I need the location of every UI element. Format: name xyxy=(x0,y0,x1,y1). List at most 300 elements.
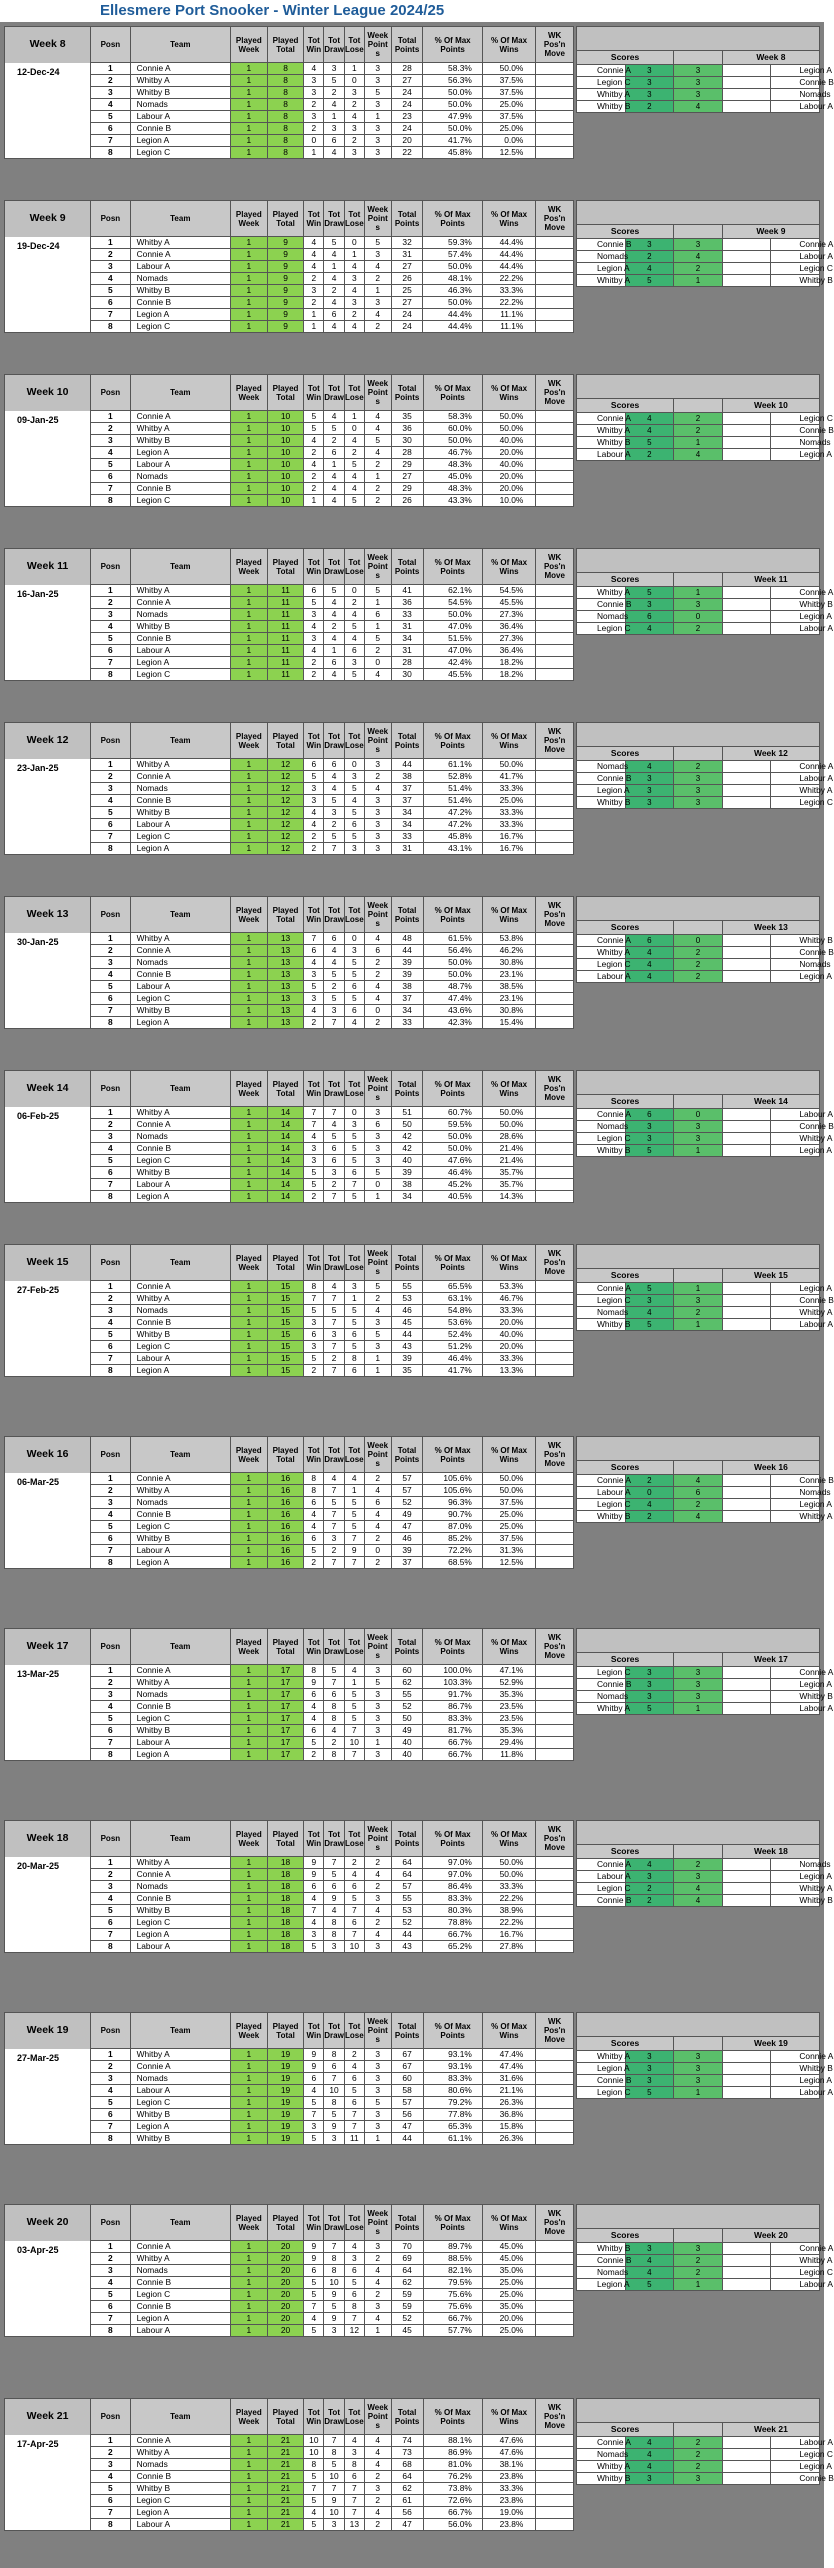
tot-draw: 7 xyxy=(324,2073,345,2085)
pct-wins: 40.0% xyxy=(482,435,536,447)
pct-max-points: 48.3% xyxy=(423,459,482,471)
tot-lose: 6 xyxy=(344,645,364,657)
wk-move xyxy=(536,1329,574,1341)
team-name: Whitby B xyxy=(130,87,230,99)
tot-draw: 4 xyxy=(324,957,345,969)
table-row xyxy=(5,2325,574,2337)
team-name: Whitby B xyxy=(130,2133,230,2145)
position: 2 xyxy=(91,2253,130,2265)
team-name: Connie A xyxy=(130,597,230,609)
played-total: 9 xyxy=(267,321,304,333)
team-header: Team xyxy=(130,1629,230,1665)
away-team: Legion A xyxy=(771,449,820,461)
tot-lose: 0 xyxy=(344,759,364,771)
table-row xyxy=(5,1857,574,1869)
total-points: 56 xyxy=(391,2109,423,2121)
home-team: Nomads xyxy=(577,1121,626,1133)
position: 5 xyxy=(91,807,130,819)
pct-max-points: 43.6% xyxy=(423,1005,482,1017)
pct-wins: 20.0% xyxy=(482,1317,536,1329)
wk-move-header: WK Pos'n Move xyxy=(536,2399,574,2435)
tot-draw: 4 xyxy=(324,1281,345,1293)
played-week: 1 xyxy=(230,2471,267,2483)
team-name: Connie A xyxy=(130,249,230,261)
position: 8 xyxy=(91,669,130,681)
pct-wins: 33.3% xyxy=(482,285,536,297)
table-row xyxy=(5,957,574,969)
tot-draw: 7 xyxy=(324,1293,345,1305)
total-points: 24 xyxy=(391,309,423,321)
away-team: Legion C xyxy=(771,2449,820,2461)
wk-move xyxy=(536,75,574,87)
wk-move xyxy=(536,795,574,807)
wk-move xyxy=(536,1353,574,1365)
pct-max-header: % Of Max Points xyxy=(423,1437,482,1473)
played-total: 10 xyxy=(267,411,304,423)
table-row xyxy=(5,2253,574,2265)
tot-lose-header: Tot Lose xyxy=(344,549,364,585)
pct-max-points: 57.7% xyxy=(423,2325,482,2337)
total-points: 30 xyxy=(391,435,423,447)
played-total: 20 xyxy=(267,2325,304,2337)
away-score: 0 xyxy=(674,611,723,623)
pct-wins: 26.3% xyxy=(482,2097,536,2109)
tot-lose: 5 xyxy=(344,957,364,969)
results-area xyxy=(576,1244,834,1331)
pct-wins: 15.8% xyxy=(482,2121,536,2133)
standings-table xyxy=(4,2012,574,2145)
total-points: 26 xyxy=(391,495,423,507)
pct-wins: 52.9% xyxy=(482,1677,536,1689)
position: 4 xyxy=(91,1893,130,1905)
week-points: 4 xyxy=(364,411,391,423)
tot-lose-header: Tot Lose xyxy=(344,897,364,933)
team-name: Legion C xyxy=(130,495,230,507)
played-week: 1 xyxy=(230,1155,267,1167)
tot-win-header: Tot Win xyxy=(304,1437,324,1473)
played-total: 21 xyxy=(267,2483,304,2495)
wk-move-header: WK Pos'n Move xyxy=(536,2205,574,2241)
pct-wins: 11.1% xyxy=(482,309,536,321)
home-score: 3 xyxy=(625,2051,674,2063)
away-score: 3 xyxy=(674,1295,723,1307)
team-name: Whitby B xyxy=(130,621,230,633)
table-row xyxy=(5,1155,574,1167)
away-team: Whitby B xyxy=(771,1895,820,1907)
tot-draw: 5 xyxy=(324,1665,345,1677)
wk-move-header: WK Pos'n Move xyxy=(536,27,574,63)
tot-draw-header: Tot Draw xyxy=(324,723,345,759)
pct-max-points: 80.6% xyxy=(423,2085,482,2097)
total-points: 35 xyxy=(391,411,423,423)
tot-lose: 4 xyxy=(344,2241,364,2253)
played-week: 1 xyxy=(230,657,267,669)
position: 8 xyxy=(91,2325,130,2337)
pct-max-points: 47.6% xyxy=(423,1155,482,1167)
tot-win: 7 xyxy=(304,2301,324,2313)
home-score: 4 xyxy=(625,2461,674,2473)
pct-wins: 25.0% xyxy=(482,2325,536,2337)
scores-header: Scores xyxy=(577,747,674,761)
team-name: Connie A xyxy=(130,63,230,75)
week-block xyxy=(0,2008,834,2200)
home-score: 4 xyxy=(625,413,674,425)
wk-move xyxy=(536,249,574,261)
tot-lose: 5 xyxy=(344,1713,364,1725)
pct-wins: 35.7% xyxy=(482,1179,536,1191)
played-total: 18 xyxy=(267,1893,304,1905)
played-total: 13 xyxy=(267,1005,304,1017)
total-points: 42 xyxy=(391,1143,423,1155)
team-name: Whitby A xyxy=(130,2253,230,2265)
tot-win: 4 xyxy=(304,2507,324,2519)
position: 1 xyxy=(91,1857,130,1869)
pct-max-points: 87.0% xyxy=(423,1521,482,1533)
posn-header: Posn xyxy=(91,2205,130,2241)
position: 5 xyxy=(91,981,130,993)
away-team: Connie B xyxy=(771,1475,820,1487)
total-points: 32 xyxy=(391,237,423,249)
total-points-header: Total Points xyxy=(391,201,423,237)
pct-max-points: 44.4% xyxy=(423,321,482,333)
pct-wins: 35.0% xyxy=(482,2301,536,2313)
home-team: Whitby B xyxy=(577,2243,626,2255)
tot-lose-header: Tot Lose xyxy=(344,27,364,63)
home-score: 3 xyxy=(625,1667,674,1679)
played-week: 1 xyxy=(230,1107,267,1119)
week-points: 6 xyxy=(364,609,391,621)
position: 6 xyxy=(91,123,130,135)
played-week: 1 xyxy=(230,99,267,111)
total-points: 34 xyxy=(391,819,423,831)
week-points: 4 xyxy=(364,1929,391,1941)
table-row xyxy=(5,1341,574,1353)
position: 7 xyxy=(91,483,130,495)
scores-header: Scores xyxy=(577,1269,674,1283)
home-score: 4 xyxy=(625,425,674,437)
home-team: Whitby B xyxy=(577,1511,626,1523)
scores-header: Scores xyxy=(577,51,674,65)
week-points: 3 xyxy=(364,2121,391,2133)
team-name: Labour A xyxy=(130,1545,230,1557)
pct-wins: 37.5% xyxy=(482,111,536,123)
played-week: 1 xyxy=(230,1905,267,1917)
tot-win: 6 xyxy=(304,1497,324,1509)
pct-wins: 20.0% xyxy=(482,471,536,483)
played-week: 1 xyxy=(230,1557,267,1569)
posn-header: Posn xyxy=(91,723,130,759)
team-name: Whitby A xyxy=(130,2049,230,2061)
pct-max-header: % Of Max Points xyxy=(423,1821,482,1857)
result-row xyxy=(577,1871,820,1883)
position: 6 xyxy=(91,1533,130,1545)
week-points: 4 xyxy=(364,1509,391,1521)
total-points: 67 xyxy=(391,2061,423,2073)
tot-lose: 2 xyxy=(344,447,364,459)
position: 7 xyxy=(91,1929,130,1941)
tot-win: 2 xyxy=(304,273,324,285)
week-points-header: Week Point s xyxy=(364,2399,391,2435)
total-points-header: Total Points xyxy=(391,2399,423,2435)
tot-lose: 6 xyxy=(344,819,364,831)
standings-table xyxy=(4,1820,574,1953)
position: 8 xyxy=(91,1557,130,1569)
wk-move-header: WK Pos'n Move xyxy=(536,201,574,237)
week-points: 2 xyxy=(364,2495,391,2507)
tot-draw: 8 xyxy=(324,1917,345,1929)
pct-wins: 35.0% xyxy=(482,2265,536,2277)
played-week: 1 xyxy=(230,2289,267,2301)
tot-win: 9 xyxy=(304,2253,324,2265)
week-points: 3 xyxy=(364,1689,391,1701)
standings-table xyxy=(4,1628,574,1761)
tot-win: 4 xyxy=(304,1701,324,1713)
home-team: Legion C xyxy=(577,1883,626,1895)
week-points: 2 xyxy=(364,2289,391,2301)
away-score: 1 xyxy=(674,1145,723,1157)
pct-max-points: 65.3% xyxy=(423,2121,482,2133)
away-score: 3 xyxy=(674,785,723,797)
away-team: Legion A xyxy=(771,1283,820,1295)
played-total: 15 xyxy=(267,1329,304,1341)
away-score: 2 xyxy=(674,263,723,275)
played-total: 21 xyxy=(267,2447,304,2459)
away-team: Whitby A xyxy=(771,2255,820,2267)
tot-draw: 4 xyxy=(324,495,345,507)
tot-draw: 10 xyxy=(324,2507,345,2519)
team-name: Connie A xyxy=(130,945,230,957)
played-week-header: Played Week xyxy=(230,2399,267,2435)
result-row xyxy=(577,101,820,113)
pct-max-header: % Of Max Points xyxy=(423,375,482,411)
tot-draw: 5 xyxy=(324,423,345,435)
away-score: 2 xyxy=(674,413,723,425)
home-team: Connie A xyxy=(577,2437,626,2449)
week-points-header: Week Point s xyxy=(364,1821,391,1857)
team-name: Connie B xyxy=(130,969,230,981)
pct-max-points: 90.7% xyxy=(423,1509,482,1521)
tot-draw: 6 xyxy=(324,1689,345,1701)
away-team: Labour A xyxy=(771,2279,820,2291)
total-points: 64 xyxy=(391,2471,423,2483)
tot-lose: 4 xyxy=(344,2435,364,2447)
table-row xyxy=(5,1329,574,1341)
week-cell xyxy=(5,375,91,507)
position: 4 xyxy=(91,2471,130,2483)
tot-draw: 7 xyxy=(324,1485,345,1497)
total-points: 46 xyxy=(391,1533,423,1545)
played-total: 13 xyxy=(267,933,304,945)
pct-wins-header: % Of Max Wins xyxy=(482,723,536,759)
away-score: 4 xyxy=(674,1883,723,1895)
pct-max-points: 86.7% xyxy=(423,1701,482,1713)
home-score: 4 xyxy=(625,623,674,635)
wk-move xyxy=(536,1497,574,1509)
home-team: Whitby A xyxy=(577,1703,626,1715)
pct-wins: 15.4% xyxy=(482,1017,536,1029)
wk-move-header: WK Pos'n Move xyxy=(536,1245,574,1281)
position: 5 xyxy=(91,1905,130,1917)
wk-move xyxy=(536,123,574,135)
wk-move xyxy=(536,2253,574,2265)
tot-lose: 2 xyxy=(344,597,364,609)
wk-move xyxy=(536,2277,574,2289)
total-points: 57 xyxy=(391,1473,423,1485)
total-points: 62 xyxy=(391,2483,423,2495)
posn-header: Posn xyxy=(91,1821,130,1857)
standings-area xyxy=(4,548,574,681)
tot-draw: 3 xyxy=(324,1329,345,1341)
results-table xyxy=(576,26,834,113)
tot-draw: 7 xyxy=(324,2483,345,2495)
table-row xyxy=(5,1179,574,1191)
pct-max-points: 57.4% xyxy=(423,249,482,261)
table-row xyxy=(5,2435,574,2447)
played-week: 1 xyxy=(230,1677,267,1689)
played-total: 14 xyxy=(267,1167,304,1179)
position: 7 xyxy=(91,135,130,147)
played-total: 12 xyxy=(267,771,304,783)
tot-draw: 4 xyxy=(324,147,345,159)
away-score: 1 xyxy=(674,275,723,287)
away-team: Labour A xyxy=(771,623,820,635)
week-points: 2 xyxy=(364,273,391,285)
team-name: Whitby B xyxy=(130,1005,230,1017)
result-row xyxy=(577,1319,820,1331)
played-total-header: Played Total xyxy=(267,27,304,63)
pct-max-points: 79.2% xyxy=(423,2097,482,2109)
tot-draw: 2 xyxy=(324,981,345,993)
pct-max-points: 41.7% xyxy=(423,1365,482,1377)
team-name: Whitby A xyxy=(130,1293,230,1305)
wk-move xyxy=(536,1341,574,1353)
home-team: Whitby B xyxy=(577,1319,626,1331)
team-name: Labour A xyxy=(130,459,230,471)
pct-wins: 20.0% xyxy=(482,483,536,495)
table-row xyxy=(5,435,574,447)
wk-move xyxy=(536,2109,574,2121)
pct-wins: 22.2% xyxy=(482,297,536,309)
home-score: 2 xyxy=(625,449,674,461)
tot-win: 3 xyxy=(304,1929,324,1941)
week-label: Week 10 xyxy=(5,375,90,411)
wk-move xyxy=(536,471,574,483)
team-name: Nomads xyxy=(130,1689,230,1701)
total-points: 20 xyxy=(391,135,423,147)
week-points: 4 xyxy=(364,933,391,945)
played-total: 17 xyxy=(267,1749,304,1761)
table-row xyxy=(5,483,574,495)
scores-header: Scores xyxy=(577,921,674,935)
total-points: 27 xyxy=(391,297,423,309)
total-points: 39 xyxy=(391,969,423,981)
total-points: 29 xyxy=(391,483,423,495)
played-total: 9 xyxy=(267,261,304,273)
tot-win: 1 xyxy=(304,495,324,507)
tot-lose-header: Tot Lose xyxy=(344,1821,364,1857)
total-points: 37 xyxy=(391,783,423,795)
tot-win: 4 xyxy=(304,807,324,819)
standings-table xyxy=(4,2204,574,2337)
week-points: 3 xyxy=(364,99,391,111)
position: 8 xyxy=(91,495,130,507)
home-team: Connie A xyxy=(577,65,626,77)
team-name: Whitby B xyxy=(130,1167,230,1179)
week-points: 4 xyxy=(364,1521,391,1533)
tot-lose: 6 xyxy=(344,2471,364,2483)
tot-lose: 7 xyxy=(344,1749,364,1761)
table-row xyxy=(5,99,574,111)
pct-wins: 25.0% xyxy=(482,1521,536,1533)
position: 4 xyxy=(91,2277,130,2289)
wk-move xyxy=(536,771,574,783)
home-team: Nomads xyxy=(577,2449,626,2461)
tot-win: 5 xyxy=(304,1353,324,1365)
played-week: 1 xyxy=(230,831,267,843)
results-header-block xyxy=(577,2399,820,2423)
standings-table xyxy=(4,1070,574,1203)
tot-win-header: Tot Win xyxy=(304,549,324,585)
tot-draw: 3 xyxy=(324,2519,345,2531)
tot-win: 9 xyxy=(304,1869,324,1881)
total-points: 44 xyxy=(391,2133,423,2145)
played-total: 17 xyxy=(267,1737,304,1749)
results-area xyxy=(576,200,834,287)
tot-lose: 3 xyxy=(344,2253,364,2265)
tot-draw: 3 xyxy=(324,63,345,75)
wk-move xyxy=(536,483,574,495)
position: 1 xyxy=(91,237,130,249)
tot-draw: 7 xyxy=(324,1677,345,1689)
played-total: 15 xyxy=(267,1281,304,1293)
pct-wins: 40.0% xyxy=(482,1329,536,1341)
wk-move xyxy=(536,1155,574,1167)
played-week: 1 xyxy=(230,75,267,87)
results-table xyxy=(576,2204,834,2291)
away-team: Legion A xyxy=(771,1871,820,1883)
pct-max-header: % Of Max Points xyxy=(423,549,482,585)
wk-move xyxy=(536,1293,574,1305)
played-total: 13 xyxy=(267,981,304,993)
wk-move xyxy=(536,819,574,831)
tot-draw: 2 xyxy=(324,1353,345,1365)
wk-move xyxy=(536,1677,574,1689)
team-name: Legion C xyxy=(130,1713,230,1725)
position: 5 xyxy=(91,1713,130,1725)
results-week-title: Week 14 xyxy=(722,1095,819,1109)
away-score: 1 xyxy=(674,2087,723,2099)
pct-wins-header: % Of Max Wins xyxy=(482,2013,536,2049)
position: 5 xyxy=(91,459,130,471)
wk-move-header: WK Pos'n Move xyxy=(536,1821,574,1857)
away-score: 1 xyxy=(674,437,723,449)
team-name: Nomads xyxy=(130,609,230,621)
pct-wins: 50.0% xyxy=(482,423,536,435)
home-team: Whitby A xyxy=(577,2051,626,2063)
away-team: Whitby A xyxy=(771,1133,820,1145)
tot-lose-header: Tot Lose xyxy=(344,2013,364,2049)
position: 5 xyxy=(91,2289,130,2301)
wk-move xyxy=(536,309,574,321)
tot-lose-header: Tot Lose xyxy=(344,201,364,237)
tot-draw: 4 xyxy=(324,609,345,621)
team-name: Whitby B xyxy=(130,2483,230,2495)
tot-lose: 4 xyxy=(344,435,364,447)
away-team: Nomads xyxy=(771,1487,820,1499)
standings-table xyxy=(4,2398,574,2531)
total-points: 58 xyxy=(391,2085,423,2097)
tot-draw: 1 xyxy=(324,645,345,657)
